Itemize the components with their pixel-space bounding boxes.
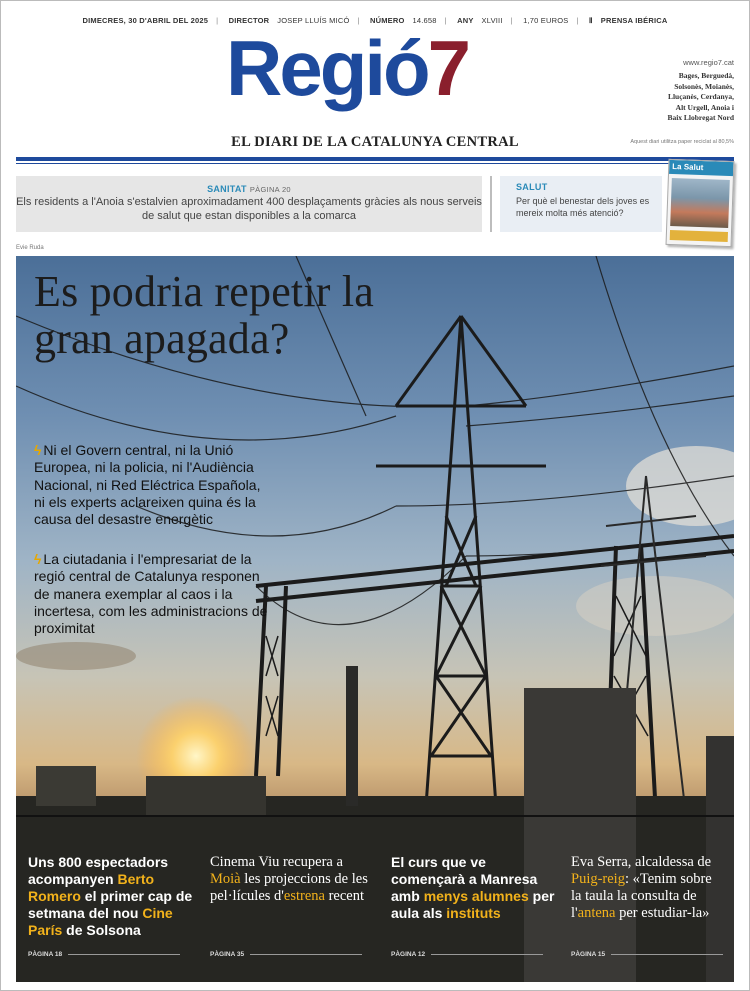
story-page: PÀGINA 35 (210, 951, 245, 958)
masthead-rule (16, 157, 734, 161)
story-page-ref[interactable] (210, 951, 362, 958)
newspaper-subtitle: EL DIARI DE LA CATALUNYA CENTRAL (231, 134, 519, 150)
lead-bullet-text: La ciutadania i l'empresariat de la regió central de Catalunya responen de manera exemplar al caos i la incertesa, com les administracions de proximitat (34, 551, 268, 637)
story-headline[interactable] (571, 854, 721, 922)
lead-bullet (34, 551, 274, 637)
page-ref-rule (68, 954, 180, 955)
teaser-page: PÀGINA 20 (249, 185, 291, 194)
teaser-kicker: SANITAT (207, 184, 247, 194)
teaser-text: Per què el benestar dels joves es mereix molta més atenció? (516, 196, 650, 218)
director-label: DIRECTOR (228, 16, 270, 25)
story-page: PÀGINA 12 (391, 951, 426, 958)
story-text: el primer cap de setmana del nou (28, 888, 193, 921)
story-headline[interactable] (28, 854, 198, 939)
magazine-footer-band (670, 230, 728, 242)
story-highlight: Puig-reig (571, 871, 625, 887)
story-text: Eva Serra, alcaldessa de (571, 854, 712, 870)
lead-bullet-text: Ni el Govern central, ni la Unió Europea, ni la policia, ni l'Audiència Nacional, ni Red Eléctrica Española, ni els experts aclareixen quina és la causa del desastre energètic (34, 442, 261, 528)
teaser-salut[interactable] (500, 176, 662, 232)
paper-note: Aquest diari utilitza paper reciclat al 80,5% (630, 139, 734, 145)
region-line: Baix Llobregat Nord (667, 113, 734, 123)
story-highlight: menys alumnes (423, 888, 529, 904)
page-ref-rule (250, 954, 362, 955)
website[interactable]: www.regio7.cat (683, 58, 734, 67)
story-page: PÀGINA 18 (28, 951, 63, 958)
number-value: 14.658 (412, 16, 437, 25)
lead-bullet (34, 442, 274, 528)
number-label: NÚMERO (369, 16, 405, 25)
region-line: Alt Urgell, Anoia i (675, 102, 734, 112)
magazine-title: La Salut (669, 160, 733, 176)
story-text: Uns 800 espectadors acompanyen (28, 854, 169, 887)
story-highlight: Cine París (28, 905, 173, 938)
magazine-thumbnail[interactable] (666, 159, 735, 247)
masthead-rule-thin (16, 163, 734, 164)
masthead-info-line: DIMECRES, 30 D'ABRIL DEL 2025 | DIRECTOR JOSEP LLUÍS MICÓ | NÚMERO 14.658 | ANY XLVIII | 1,70 EUROS | Ⅱ PRENSA IBÉRICA (82, 16, 668, 25)
story-text: Cinema Viu recupera a (210, 854, 343, 870)
story-highlight: antena (577, 905, 616, 921)
teaser-sanitat[interactable] (16, 176, 482, 232)
teaser-kicker: SALUT (516, 182, 548, 192)
lightning-bolt-icon: ϟ (34, 442, 42, 458)
story-headline[interactable] (210, 854, 375, 905)
story-text: : «Tenim sobre la taula la consulta de l' (571, 871, 712, 921)
story-page: PÀGINA 15 (571, 951, 606, 958)
page-ref-rule (431, 954, 543, 955)
region-line: Lluçanès, Cerdanya, (667, 92, 734, 102)
group-name: PRENSA IBÉRICA (600, 16, 668, 25)
story-text: El curs que ve començarà a Manresa amb (391, 854, 538, 904)
story-page-ref[interactable] (571, 951, 723, 958)
lead-headline[interactable]: Es podria repetir la gran apagada? (34, 267, 374, 363)
region-line: Bages, Berguedà, (678, 71, 734, 81)
story-highlight: Moià (210, 871, 241, 887)
story-text: per estudiar-la» (615, 905, 710, 921)
group-icon: Ⅱ (588, 16, 593, 25)
logo-number: 7 (427, 24, 469, 112)
director-name: JOSEP LLUÍS MICÓ (277, 16, 350, 25)
page-ref-rule (611, 954, 723, 955)
story-text: de Solsona (62, 922, 141, 938)
story-page-ref[interactable] (28, 951, 180, 958)
year-label: ANY (457, 16, 474, 25)
newspaper-logo[interactable] (226, 24, 469, 112)
side-info (667, 58, 734, 123)
teaser-text: Els residents a l'Anoia s'estalvien aproximadament 400 desplaçaments gràcies als nous serveis de salut que estan disponibles a la comarca (16, 196, 482, 222)
photo-credit: Evie Ruda (16, 245, 44, 251)
story-highlight: instituts (446, 905, 501, 921)
story-highlight: Berto Romero (28, 871, 155, 904)
story-page-ref[interactable] (391, 951, 543, 958)
date: DIMECRES, 30 D'ABRIL DEL 2025 (82, 16, 209, 25)
story-text: per aula als (391, 888, 555, 921)
teaser-kicker-line (16, 184, 482, 194)
story-headline[interactable] (391, 854, 556, 922)
story-text: recent (324, 888, 364, 904)
teaser-divider (490, 176, 492, 232)
story-text: les projeccions de les pel·lícules d' (210, 871, 368, 904)
logo-main: Regió (226, 24, 428, 112)
region-line: Solsonès, Moianès, (674, 81, 734, 91)
story-highlight: estrena (283, 888, 325, 904)
lightning-bolt-icon: ϟ (34, 551, 42, 567)
year-value: XLVIII (481, 16, 503, 25)
price: 1,70 EUROS (523, 16, 569, 25)
magazine-cover-image (670, 178, 730, 228)
